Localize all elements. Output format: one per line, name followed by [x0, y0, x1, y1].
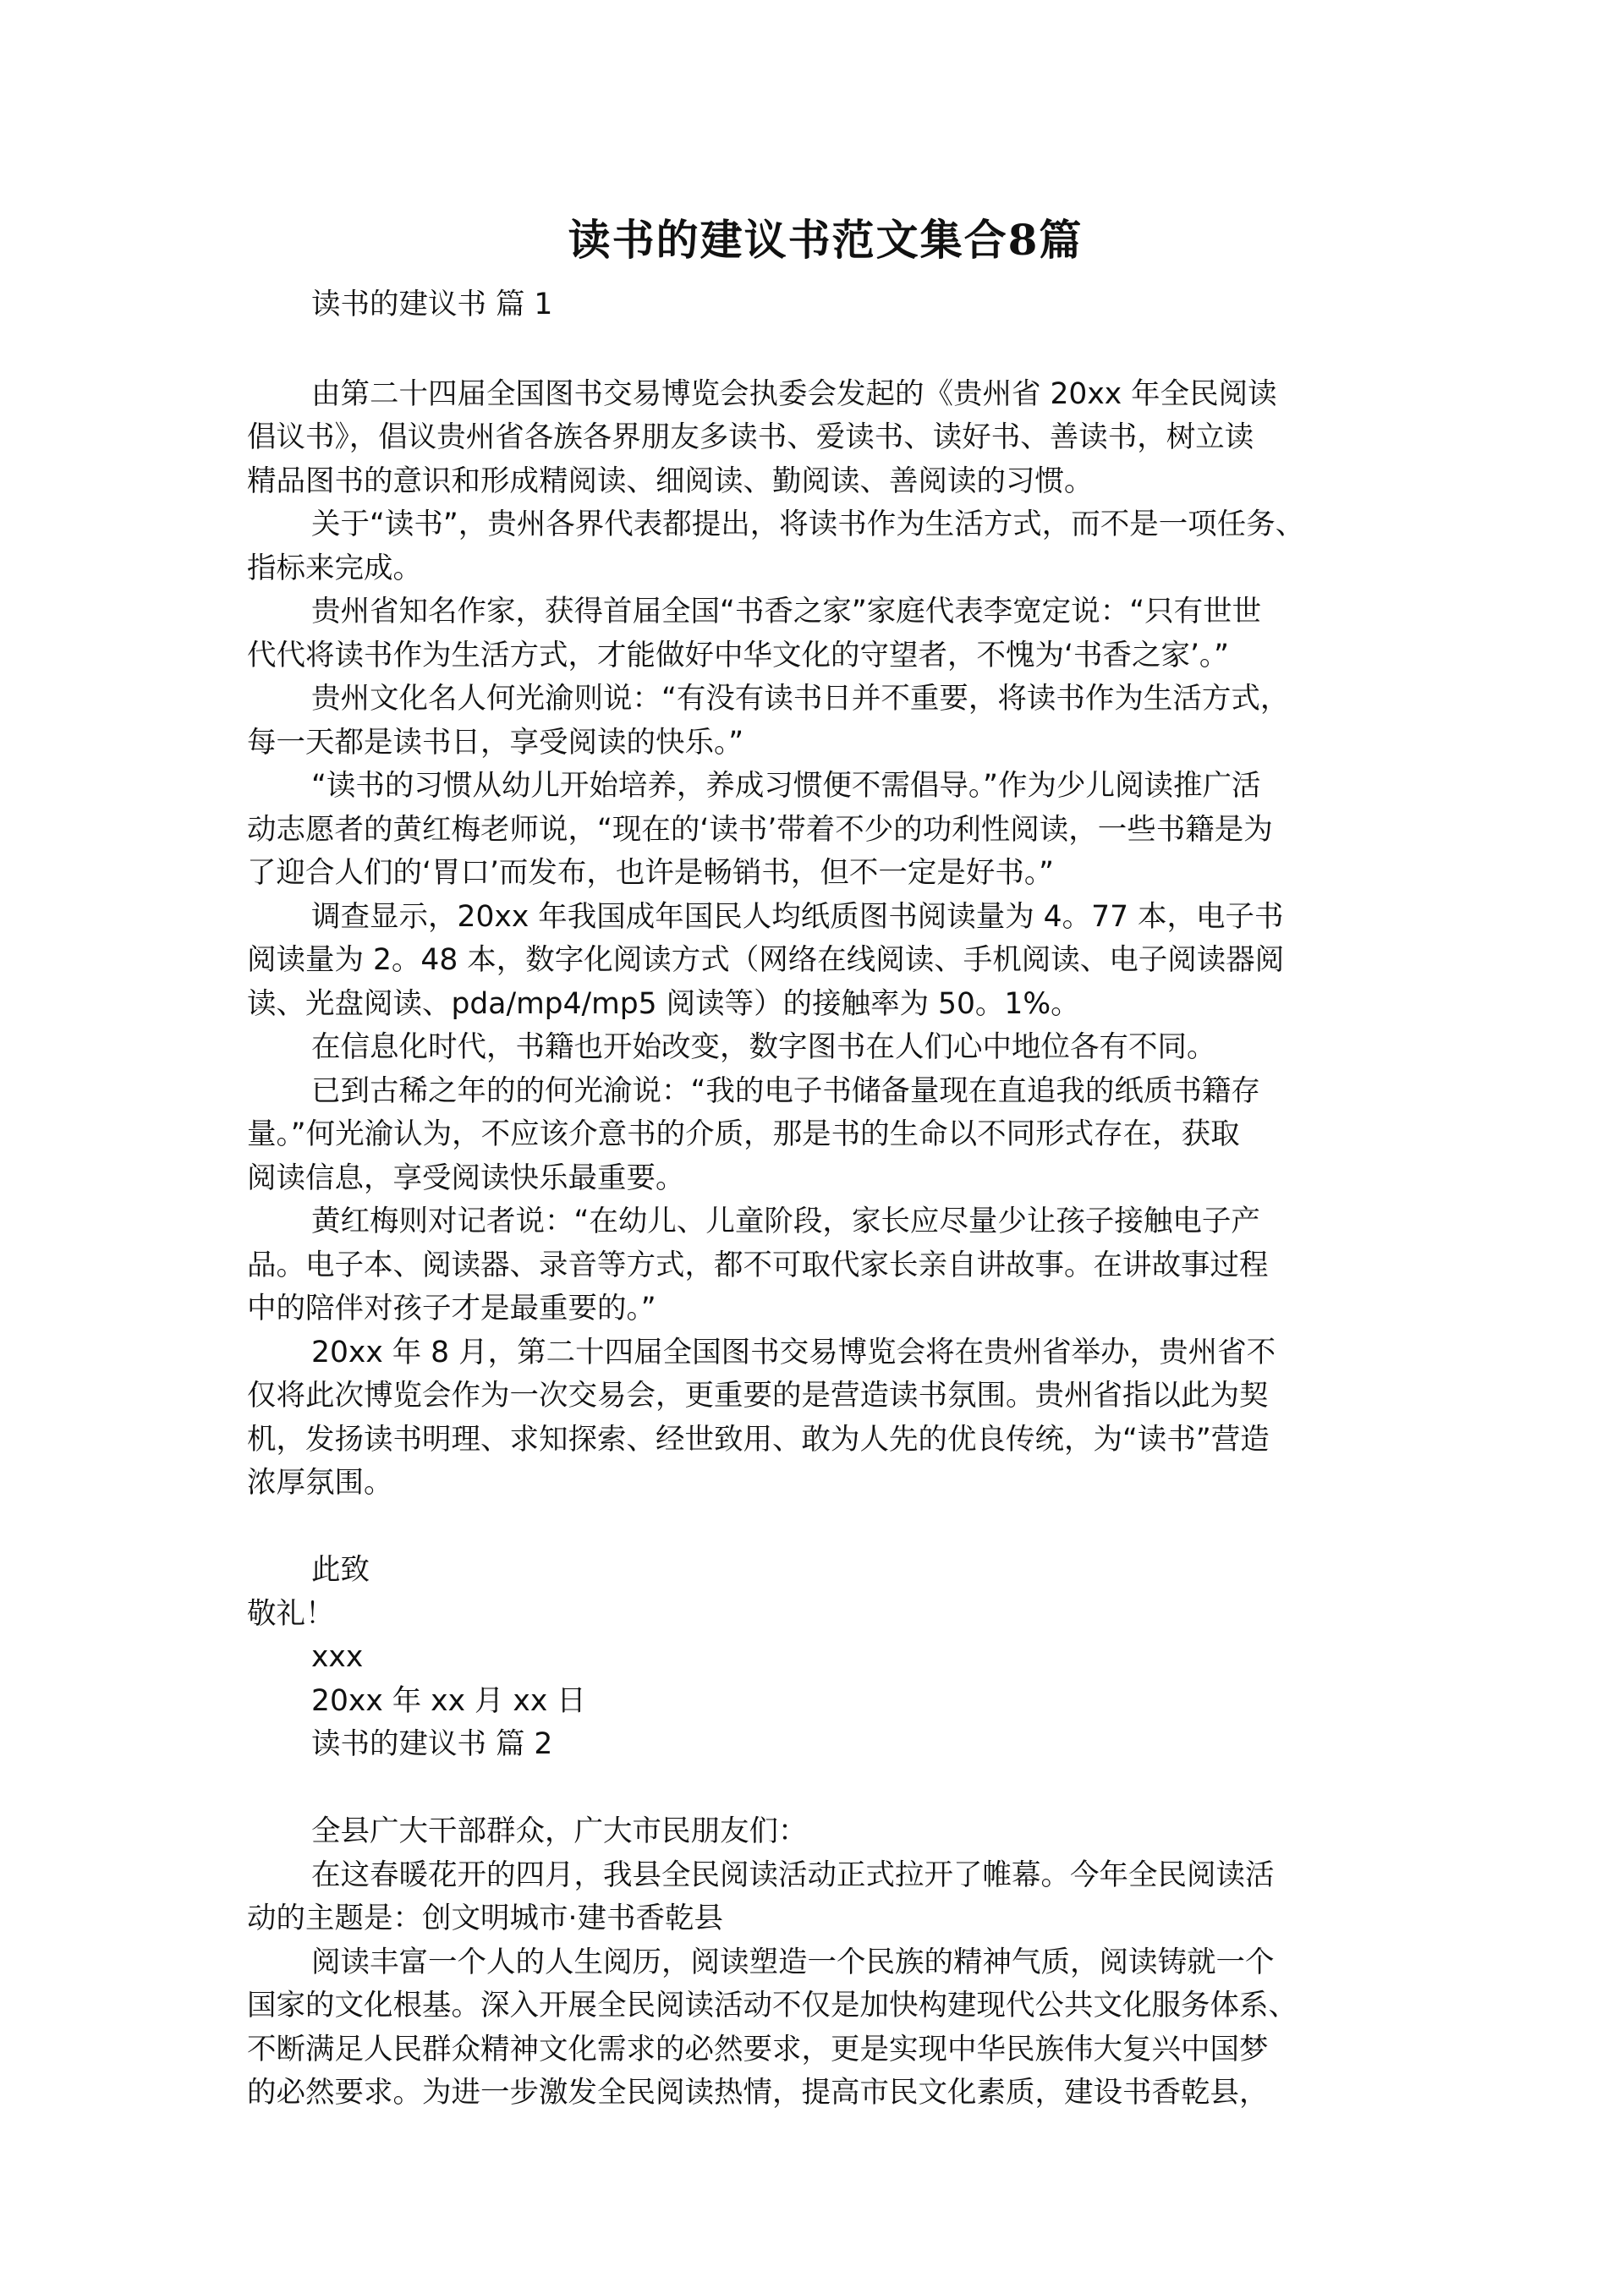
text-line: 精品图书的意识和形成精阅读、细阅读、勤阅读、善阅读的习惯。 — [247, 464, 1094, 498]
paragraph — [247, 590, 1404, 678]
letter-salute: 敬礼！ — [247, 1596, 335, 1631]
letter-greeting: 全县广大干部群众，广大市民朋友们： — [311, 1814, 808, 1848]
letter-signature: xxx — [311, 1640, 364, 1674]
blank-line — [247, 329, 1404, 373]
text-line: 动的主题是：创文明城市·建书香乾县 — [247, 1902, 723, 1935]
text-line: 浓厚氛围。 — [247, 1466, 393, 1500]
text-line: 动志愿者的黄红梅老师说，“现在的‘读书’带着不少的功利性阅读，一些书籍是为 — [247, 812, 1273, 847]
text-line: 国家的文化根基。深入开展全民阅读活动不仅是加快构建现代公共文化服务体系、 — [247, 1989, 1298, 2022]
text-line: 的必然要求。为进一步激发全民阅读热情，提高市民文化素质，建设书香乾县， — [247, 2076, 1269, 2110]
paragraph — [247, 373, 1404, 504]
paragraph — [247, 1200, 1404, 1331]
text-line: “读书的习惯从幼儿开始培养，养成习惯便不需倡导。”作为少儿阅读推广活 — [311, 769, 1261, 803]
paragraph — [247, 503, 1404, 590]
text-line: 20xx 年 8 月，第二十四届全国图书交易博览会将在贵州省举办，贵州省不 — [311, 1335, 1276, 1369]
paragraph — [247, 1941, 1404, 2116]
section-heading: 读书的建议书 篇 2 — [311, 1727, 553, 1761]
text-line: 倡议书》，倡议贵州省各族各界朋友多读书、爱读书、读好书、善读书，树立读 — [247, 420, 1254, 454]
letter-date: 20xx 年 xx 月 xx 日 — [311, 1683, 586, 1718]
text-line: 贵州文化名人何光渝则说：“有没有读书日并不重要，将读书作为生活方式， — [311, 682, 1290, 716]
paragraph — [247, 1026, 1404, 1070]
text-line: 机，发扬读书明理、求知探索、经世致用、敢为人先的优良传统，为“读书”营造 — [247, 1422, 1270, 1457]
paragraph — [247, 896, 1404, 1027]
text-line: 阅读量为 2。48 本，数字化阅读方式（网络在线阅读、手机阅读、电子阅读器阅 — [247, 943, 1285, 977]
paragraph — [247, 1070, 1404, 1201]
document-body — [247, 213, 1404, 2116]
text-line: 每一天都是读书日，享受阅读的快乐。” — [247, 725, 744, 760]
text-line: 品。电子本、阅读器、录音等方式，都不可取代家长亲自讲故事。在讲故事过程 — [247, 1248, 1269, 1282]
section-heading: 读书的建议书 篇 1 — [311, 288, 553, 321]
paragraph — [247, 765, 1404, 896]
text-line: 中的陪伴对孩子才是最重要的。” — [247, 1292, 656, 1325]
paragraph — [247, 678, 1404, 765]
text-line: 仅将此次博览会作为一次交易会，更重要的是营造读书氛围。贵州省指以此为契 — [247, 1379, 1269, 1413]
blank-line — [247, 1506, 1404, 1550]
text-line: 指标来完成。 — [247, 551, 422, 585]
text-line: 在这春暖花开的四月，我县全民阅读活动正式拉开了帷幕。今年全民阅读活 — [311, 1858, 1275, 1892]
paragraph — [247, 1331, 1404, 1506]
text-line: 在信息化时代，书籍也开始改变，数字图书在人们心中地位各有不同。 — [311, 1030, 1216, 1064]
text-line: 由第二十四届全国图书交易博览会执委会发起的《贵州省 20xx 年全民阅读 — [311, 376, 1277, 411]
paragraph — [247, 1854, 1404, 1941]
text-line: 量。”何光渝认为，不应该介意书的介质，那是书的生命以不同形式存在，获取 — [247, 1117, 1240, 1151]
text-line: 贵州省知名作家，获得首届全国“书香之家”家庭代表李宽定说：“只有世世 — [311, 595, 1262, 628]
text-line: 已到古稀之年的的何光渝说：“我的电子书储备量现在直追我的纸质书籍存 — [311, 1073, 1260, 1108]
text-line: 阅读丰富一个人的人生阅历，阅读塑造一个民族的精神气质，阅读铸就一个 — [311, 1945, 1275, 1979]
text-line: 了迎合人们的‘胃口’而发布，也许是畅销书，但不一定是好书。” — [247, 856, 1055, 890]
text-line: 调查显示，20xx 年我国成年国民人均纸质图书阅读量为 4。77 本，电子书 — [311, 899, 1284, 934]
text-line: 代代将读书作为生活方式，才能做好中华文化的守望者，不愧为‘书香之家’。” — [247, 638, 1230, 672]
document-title: 读书的建议书范文集合8篇 — [568, 215, 1084, 265]
text-line: 黄红梅则对记者说：“在幼儿、儿童阶段，家长应尽量少让孩子接触电子产 — [311, 1205, 1260, 1238]
text-line: 关于“读书”，贵州各界代表都提出，将读书作为生活方式，而不是一项任务、 — [311, 508, 1305, 541]
blank-line — [247, 1767, 1404, 1811]
text-line: 不断满足人民群众精神文化需求的必然要求，更是实现中华民族伟大复兴中国梦 — [247, 2032, 1269, 2066]
text-line: 阅读信息，享受阅读快乐最重要。 — [247, 1161, 685, 1195]
letter-closing: 此致 — [311, 1553, 370, 1587]
text-line: 读、光盘阅读、pda/mp4/mp5 阅读等）的接触率为 50。1%。 — [247, 986, 1080, 1021]
